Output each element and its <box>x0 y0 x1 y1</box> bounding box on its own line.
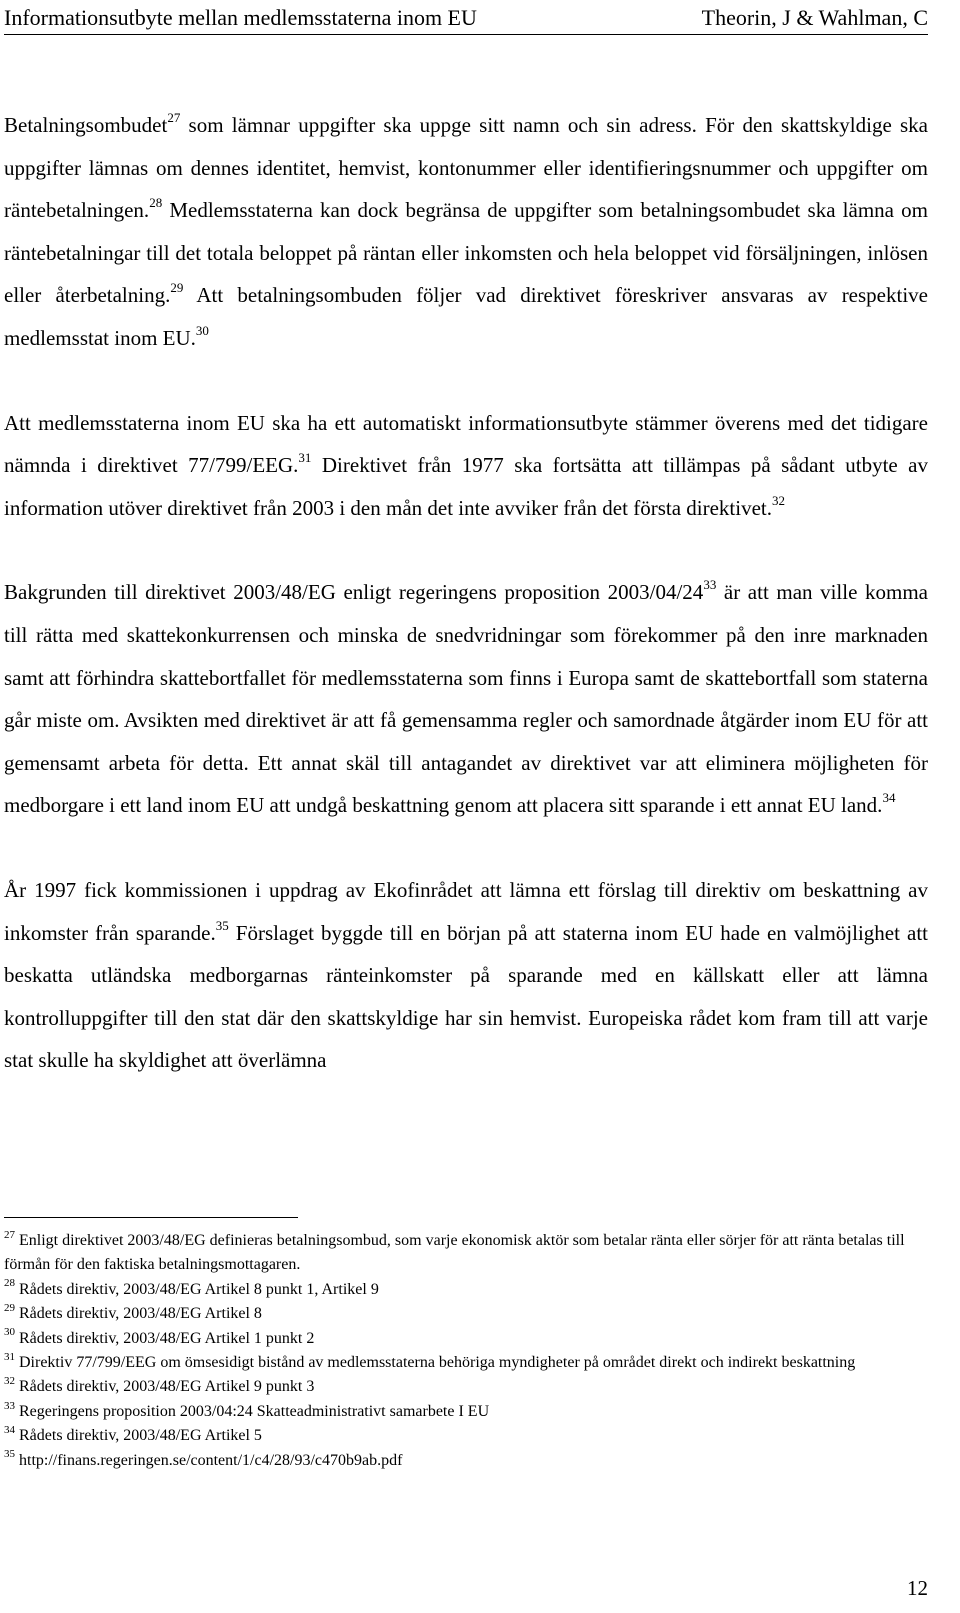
footnote-ref: 32 <box>772 492 785 508</box>
footnote-ref: 28 <box>149 195 163 211</box>
body-text <box>4 104 928 1082</box>
footnote <box>4 1351 928 1375</box>
footnote-text: Rådets direktiv, 2003/48/EG Artikel 5 <box>15 1427 262 1445</box>
text-run: Direktivet från 1977 ska fortsätta att tillämpas på sådant utbyte av information utöver direktivet från 2003 i den mån det inte avviker från det första direktivet. <box>4 453 929 520</box>
footnote <box>4 1375 928 1399</box>
footnote-text: Rådets direktiv, 2003/48/EG Artikel 8 <box>15 1305 262 1323</box>
text-run: Betalningsombudet <box>4 113 168 137</box>
footnote <box>4 1400 928 1424</box>
header-title: Informationsutbyte mellan medlemsstaterna inom EU <box>4 5 477 30</box>
footnote-number: 30 <box>4 1326 15 1339</box>
footnote-text: Direktiv 77/799/EEG om ömsesidigt bistånd av medlemsstaterna behöriga myndigheter på området direkt och indirekt beskattning <box>15 1354 856 1372</box>
footnote-text: Rådets direktiv, 2003/48/EG Artikel 8 punkt 1, Artikel 9 <box>15 1280 379 1298</box>
footnote-number: 32 <box>4 1375 15 1388</box>
footnote-ref: 31 <box>298 450 312 466</box>
text-run: som lämnar uppgifter ska uppge sitt namn och sin adress. För den skattskyldige ska uppgifter lämnas om dennes identitet, hemvist, kontonummer eller identifieringsnummer och uppgifter om räntebetalningen. <box>4 113 928 223</box>
footnote-number: 31 <box>4 1350 15 1363</box>
text-run: är att man ville komma till rätta med skattekonkurrensen och minska de snedvridningar som förekommer på den inre marknaden samt att förhindra skattebortfallet för medlemsstaterna som finns i Europa samt de skattebortfall som staterna går miste om. Avsikten med direktivet är att få gemensamma regler och samordnade åtgärder inom EU för att gemensamt arbeta för detta. Ett annat skäl till antagandet av direktivet var att eliminera möjligheten för medborgare i ett land inom EU att undgå beskattning genom att placera sitt sparande i ett annat EU land. <box>4 580 928 818</box>
text-run: Förslaget byggde till en början på att staterna inom EU hade en valmöjlighet att beskatta utländska medborgarnas ränteinkomster på sparande med en källskatt eller att lämna kontrolluppgifter till den stat där den skattskyldige har sin hemvist. Europeiska rådet kom fram till att varje stat skulle ha skyldighet att överlämna <box>4 920 928 1073</box>
text-run: Att betalningsombuden följer vad direktivet föreskriver ansvaras av respektive medlemsstat inom EU. <box>4 283 928 350</box>
footnote-ref: 35 <box>215 917 229 933</box>
paragraph <box>4 402 928 530</box>
header-authors: Theorin, J & Wahlman, C <box>701 5 928 30</box>
footnote <box>4 1424 928 1448</box>
footnote-ref: 29 <box>170 280 184 296</box>
footnote-text: http://finans.regeringen.se/content/1/c4/28/93/c470b9ab.pdf <box>15 1451 403 1469</box>
footnote-ref: 34 <box>882 790 896 806</box>
footnote <box>4 1278 928 1302</box>
footnote-ref: 33 <box>703 577 717 593</box>
footnotes <box>4 1229 928 1473</box>
text-run: År 1997 fick kommissionen i uppdrag av Ekofinrådet att lämna ett förslag till direktiv om beskattning av inkomster från sparande. <box>4 877 928 945</box>
footnote-number: 35 <box>4 1448 15 1461</box>
text-run: Medlemsstaterna kan dock begränsa de uppgifter som betalningsombudet ska lämna om räntebetalningar till det totala beloppet på räntan eller inkomsten och hela beloppet vid försäljningen, inlösen eller återbetalning. <box>4 198 928 308</box>
footnote-number: 28 <box>4 1277 15 1290</box>
footnote-text: Regeringens proposition 2003/04:24 Skatteadministrativt samarbete I EU <box>15 1402 490 1420</box>
footnote-number: 33 <box>4 1399 15 1412</box>
footnote <box>4 1302 928 1326</box>
footnote-number: 34 <box>4 1423 15 1436</box>
running-header <box>4 2 928 35</box>
paragraph <box>4 104 928 360</box>
footnote <box>4 1449 928 1473</box>
footnote-number: 27 <box>4 1228 15 1241</box>
footnote-separator <box>4 1217 298 1218</box>
footnote-ref: 27 <box>167 110 181 125</box>
text-run: Bakgrunden till direktivet 2003/48/EG enligt regeringens proposition 2003/04/24 <box>4 580 704 605</box>
footnote-text: Rådets direktiv, 2003/48/EG Artikel 9 punkt 3 <box>15 1378 315 1396</box>
footnote-text: Enligt direktivet 2003/48/EG definieras betalningsombud, som varje ekonomisk aktör som betalar ränta eller sörjer för att ränta betalas till förmån för den faktiska betalningsmottagaren. <box>4 1232 905 1274</box>
text-run: Att medlemsstaterna inom EU ska ha ett automatiskt informationsutbyte stämmer överens med det tidigare nämnda i direktivet 77/799/EEG. <box>4 410 928 478</box>
footnote-text: Rådets direktiv, 2003/48/EG Artikel 1 punkt 2 <box>15 1329 315 1347</box>
footnote-ref: 30 <box>195 322 209 338</box>
paragraph <box>4 571 928 827</box>
paragraph <box>4 869 928 1082</box>
footnote <box>4 1327 928 1351</box>
page-number: 12 <box>907 1576 928 1600</box>
footnote-number: 29 <box>4 1301 15 1314</box>
footnote <box>4 1229 928 1278</box>
